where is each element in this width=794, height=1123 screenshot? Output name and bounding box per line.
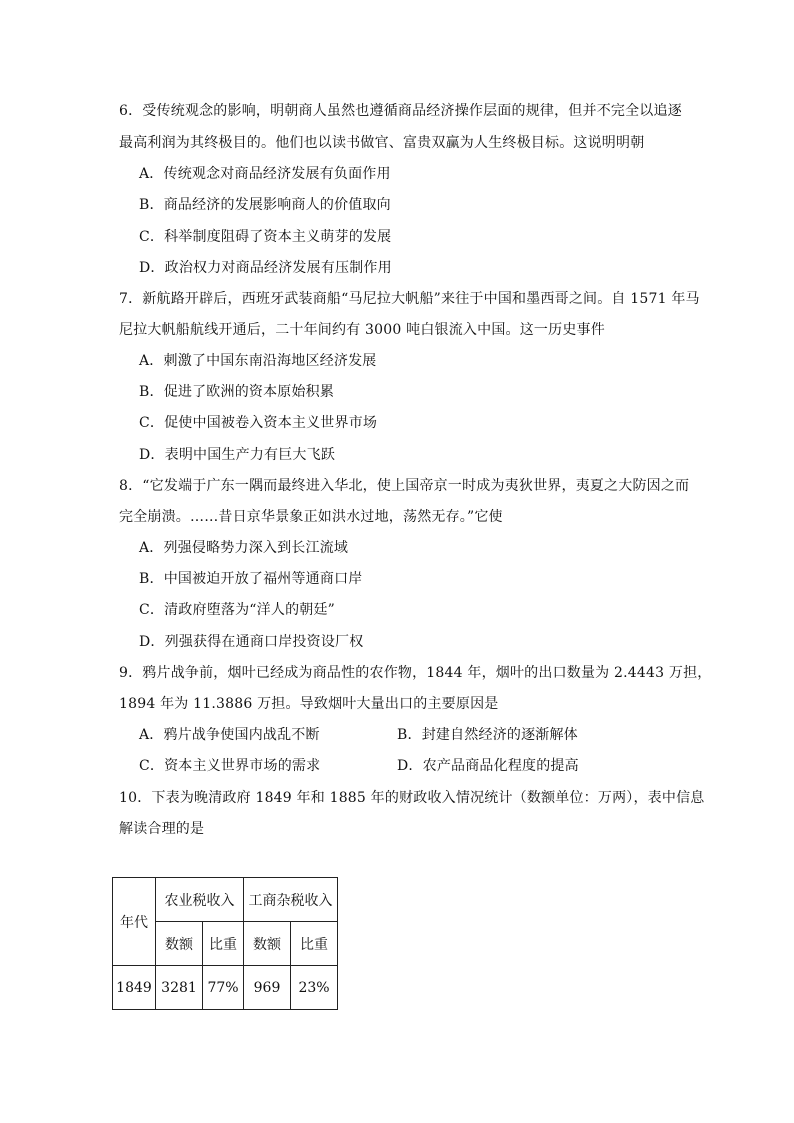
q9-stem-line2: 1894 年为 11.3886 万担。导致烟叶大量出口的主要原因是 <box>119 696 499 712</box>
subheader-commerce-amount: 数额 <box>244 922 291 966</box>
q6-option-d: D．政治权力对商品经济发展有压制作用 <box>139 260 392 276</box>
table-row <box>113 966 338 1010</box>
q7-stem-line1: 7．新航路开辟后，西班牙武装商船“马尼拉大帆船”来往于中国和墨西哥之间。自 1571 年马 <box>119 291 700 307</box>
q7-option-d: D．表明中国生产力有巨大飞跃 <box>139 447 336 463</box>
q6-option-c: C．科举制度阻碍了资本主义萌芽的发展 <box>139 229 392 245</box>
q9-option-c: C．资本主义世界市场的需求 <box>139 758 321 774</box>
cell-year: 1849 <box>113 966 156 1010</box>
q9-option-a: A．鸦片战争使国内战乱不断 <box>139 727 320 743</box>
q8-option-c: C．清政府堕落为“洋人的朝廷” <box>139 602 336 618</box>
cell-commerce-amount: 969 <box>244 966 291 1010</box>
q8-stem-line2: 完全崩溃。……昔日京华景象正如洪水过地，荡然无存。”它使 <box>119 509 503 525</box>
q6-option-a: A．传统观念对商品经济发展有负面作用 <box>139 166 391 182</box>
cell-commerce-ratio: 23% <box>291 966 338 1010</box>
q8-stem-line1: 8．“它发端于广东一隅而最终进入华北，使上国帝京一时成为夷狄世界，夷夏之大防因之而 <box>119 478 690 494</box>
cell-agri-amount: 3281 <box>156 966 203 1010</box>
q7-option-b: B．促进了欧洲的资本原始积累 <box>139 384 335 400</box>
revenue-table <box>112 877 338 1010</box>
q7-option-c: C．促使中国被卷入资本主义世界市场 <box>139 415 378 431</box>
q6-stem-line2: 最高利润为其终极目的。他们也以读书做官、富贵双赢为人生终极目标。这说明明朝 <box>119 135 645 151</box>
cell-agri-ratio: 77% <box>203 966 244 1010</box>
q7-option-a: A．刺激了中国东南沿海地区经济发展 <box>139 353 377 369</box>
subheader-agri-amount: 数额 <box>156 922 203 966</box>
q9-stem-line1: 9．鸦片战争前，烟叶已经成为商品性的农作物，1844 年，烟叶的出口数量为 2.4443 万担， <box>119 665 712 681</box>
q6-option-b: B．商品经济的发展影响商人的价值取向 <box>139 197 391 213</box>
q7-stem-line2: 尼拉大帆船航线开通后，二十年间约有 3000 吨白银流入中国。这一历史事件 <box>119 322 605 338</box>
subheader-agri-ratio: 比重 <box>203 922 244 966</box>
table-header-row <box>113 878 338 922</box>
header-year: 年代 <box>113 878 156 966</box>
q10-stem-line1: 10．下表为晚清政府 1849 年和 1885 年的财政收入情况统计（数额单位：万两），表中信息 <box>119 790 705 806</box>
q6-stem-line1: 6．受传统观念的影响，明朝商人虽然也遵循商品经济操作层面的规律，但并不完全以追逐 <box>119 103 682 119</box>
header-commerce-tax: 工商杂税收入 <box>244 878 338 922</box>
q10-stem-line2: 解读合理的是 <box>119 821 205 837</box>
q8-option-d: D．列强获得在通商口岸投资设厂权 <box>139 634 364 650</box>
q8-option-a: A．列强侵略势力深入到长江流域 <box>139 540 349 556</box>
q9-option-b: B．封建自然经济的逐渐解体 <box>397 727 578 743</box>
q8-option-b: B．中国被迫开放了福州等通商口岸 <box>139 571 363 587</box>
subheader-commerce-ratio: 比重 <box>291 922 338 966</box>
q9-option-d: D．农产品商品化程度的提高 <box>397 758 579 774</box>
header-agri-tax: 农业税收入 <box>156 878 244 922</box>
